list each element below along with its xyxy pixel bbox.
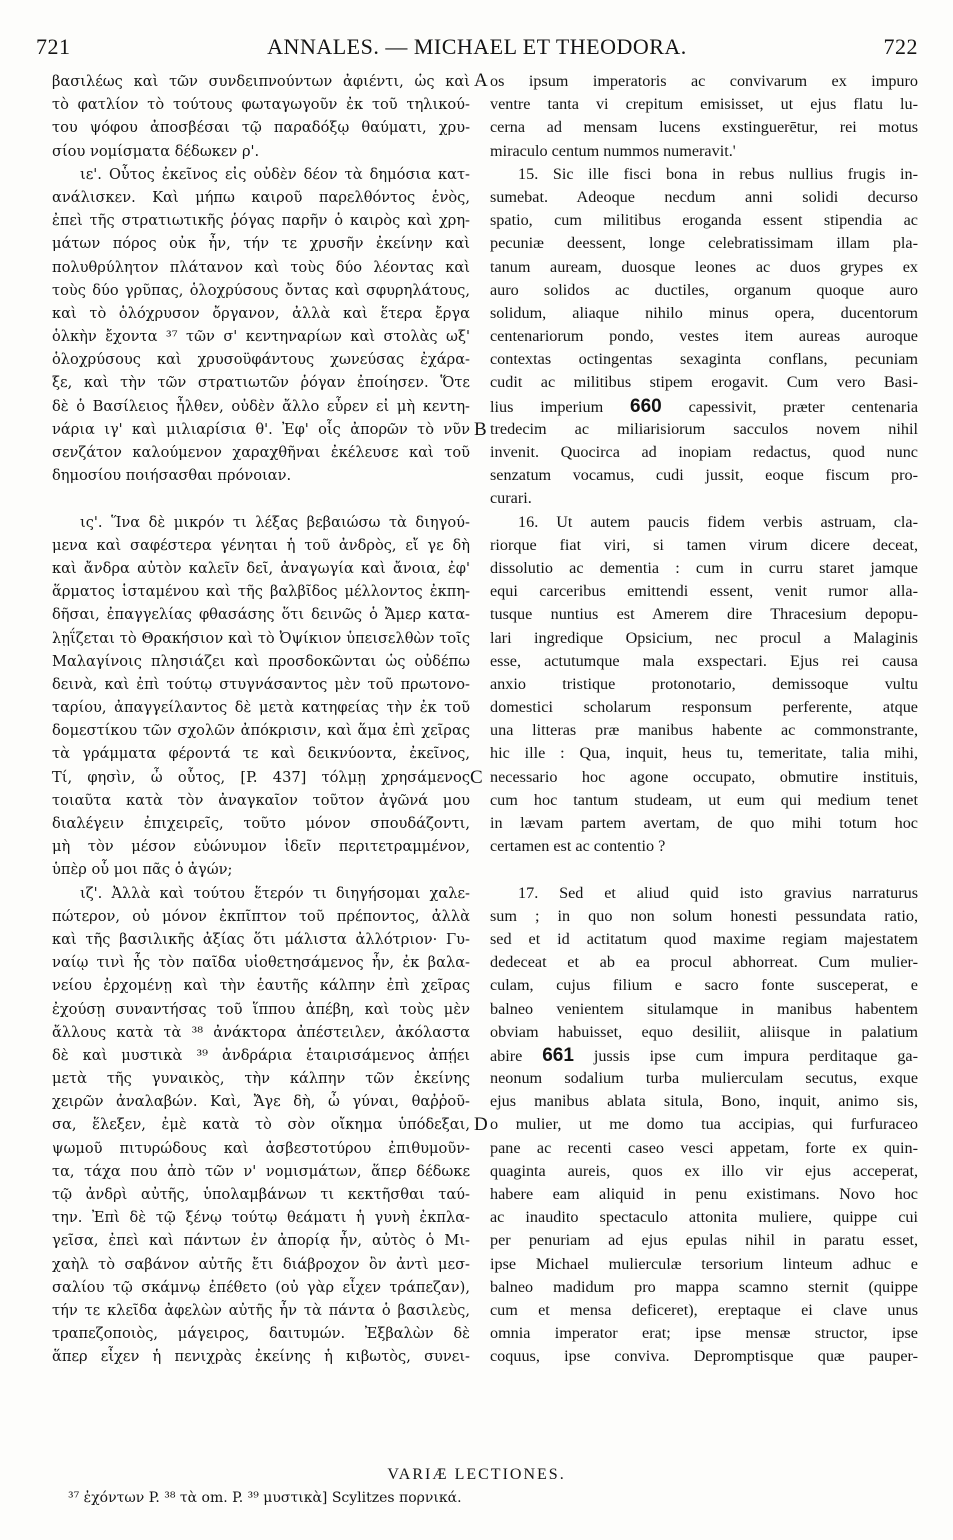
greek-text-line: σαλίου τῷ σκάμνῳ ἐπέθετο (οὐ γὰρ εἶχεν τράπεζαν), [52,1278,470,1296]
latin-text-line: cum et mensa deficeret), ereptaque ei clave unus [490,1300,918,1319]
latin-text-line: quaginta aureis, quos ex illo vir ejus acceperat, [490,1161,918,1180]
latin-text-line: cerna ad mensam lucens exstinguerētur, rei motus [490,118,918,137]
greek-text-line: καὶ ἄνδρα αὐτὸν καλεῖν δεῖ, ἀναγωγία καὶ ἄνοια, ἐφ' [52,559,470,577]
latin-text-line: balneo madidum pro mappa scamno sternit (quippe [490,1277,918,1296]
latin-text-line: senzatum vocamus, cudi jussit, eoque fiscum pro- [490,466,918,485]
greek-text-line: χειρῶν ἀναλαβών. Καὶ, Ἄγε δὴ, ὦ γύναι, θαῤῥοῦ- [52,1093,470,1111]
latin-text-line: pecuniæ deessent, longe celebratissimam illam pla- [490,234,918,253]
greek-text-line: τήν τε κλεῖδα ἀφελὼν αὐτῆς ἦν τὰ πάντα ὁ βασιλεὺς, [52,1301,470,1319]
greek-text-line: ἐχούσῃ συναντήσας τοῦ ἵππου ἀπέβη, καὶ τοὺς μὲν [52,1000,470,1018]
running-title: ANNALES. — MICHAEL ET THEODORA. [267,34,687,59]
greek-text-line: μάτων πόρος οὐκ ἦν, τήν τε χρυσῆν ἐκείνην καὶ [52,235,470,253]
greek-text-line: τῷ ἀνδρὶ αὐτῆς, ὑπολαμβάνων τι κεκτῆσθαι ταύ- [52,1186,470,1203]
latin-text-line: coquus, ipse conviva. Depromptisque quæ pauper- [490,1347,918,1366]
greek-text-line: δομεστίκου τῶν σχολῶν ἀπόκρισιν, καὶ ἅμα ἐπὶ χεῖρας [52,722,470,740]
margin-letter-b: B [474,419,487,440]
latin-text-line: una litteras præ manibus habente ac commonstrante, [490,721,918,740]
latin-text-line: certamen est ac contentio ? [490,837,666,856]
greek-text-line: Μαλαγίνοις πλησιάζει καὶ προσδοκῶνται ὡς οὐδέπω [52,652,470,670]
greek-text-line: δὲ ὁ Βασίλειος ἦλθεν, οὐδὲν ἄλλο εὗρεν εἰ μὴ κεντη- [52,397,470,415]
greek-text-line: ανάλισκεν. Καὶ μήπω καιροῦ παρελθόντος ἑνὸς, [52,188,470,206]
greek-text-line: τοὺς δύο γρῦπας, ὁλοχρύσους ὄντας καὶ σφυρηλάτους, [52,281,470,299]
greek-text-line: δῆσαι, ἐπαγγελίας φθασάσης ὅτι δεινῶς ὁ Ἄμερ κατα- [52,606,470,624]
latin-text-line: curari. [490,489,532,508]
greek-text-line: σενζάτον καλούμενον χαραχθῆναι ἐκέλευσε καὶ τοῦ [52,444,470,461]
latin-text-line: 17. Sed et aliud quid isto gravius narraturus [518,883,918,902]
latin-text-line: ipse Michael mulierculæ tersorium linteum adhuc e [490,1254,918,1273]
latin-text-line: cum hoc tantum studeam, ut eum qui medium tenet [490,790,918,809]
greek-text-column [52,70,470,1369]
greek-text-line: ἅπερ εἶχεν ἡ πενιχρὰς ἐκείνης ἡ κιβωτὸς, συνει- [52,1348,470,1366]
page-marker: 660 [630,395,662,417]
latin-text-line: abire 661 jussis ipse cum impura perditaque ga- [490,1044,918,1066]
variae-lectiones-title: VARIÆ LECTIONES. [387,1466,566,1483]
greek-text-line: σίου νομίσματα δέδωκεν ρ'. [52,142,260,160]
greek-text-line: τὰ γράμματα φέροντά τε καὶ δεικνύοντα, ἐκεῖνος, [52,745,470,763]
latin-text-column [490,70,918,1369]
latin-text-line: per penuriam ad ejus epulas nihil in paratu esset, [490,1231,918,1250]
greek-text-line: Τί, φησὶν, ὦ οὗτος, [P. 437] τόλμῃ χρησάμενος [52,768,470,786]
latin-text-line: neonum sodalium turba mulierculam secutus, exque [490,1069,918,1088]
latin-text-line: in lævam partem avertam, de quo mihi totum hoc [490,814,918,832]
latin-text-line: hic ille : Qua, inquit, heus tu, temeritate, talia mihi, [490,744,918,763]
greek-text-line: ὁλοχρύσους καὶ χρυσοϋφάντους χωνεύσας ἐχάρα- [52,351,470,369]
latin-text-line: tusque nuntius est Amerem dire Thracesium depopu- [490,605,918,624]
latin-text-line: 15. Sic ille fisci bona in rebus nullius frugis in- [518,164,918,183]
page-number-left: 721 [36,34,71,59]
greek-text-line: τα, τάχα που ἀπὸ τῶν ν' νομισμάτων, ἅπερ δέδωκε [52,1162,470,1180]
latin-text-line: equi carceribus emittendi essent, venit rumor alla- [490,582,918,601]
latin-text-line: cudit ac militibus stipem erogavit. Cum vero Basi- [490,373,918,392]
latin-text-line: anxio tristique protonotario, demissoque vultu [490,674,918,693]
latin-text-line: dissolutio ac dementia : cum in curru staret jamque [490,558,918,577]
greek-text-line: μετὰ τῆς γυναικὸς, τὴν κάλπην τῶν ἐκείνης [52,1070,470,1088]
greek-text-line: ις'. Ἵνα δὲ μικρόν τι λέξας βεβαιώσω τὰ διηγού- [80,513,470,531]
latin-text-line: centenariorum pondo, vestes item aureas auroque [490,327,918,346]
latin-text-line: obviam habuisset, equo desiliit, aliisque in palatium [490,1022,918,1041]
latin-text-line: invenit. Quocirca ad inopiam redactus, quod nunc [490,443,918,461]
latin-text-line: os ipsum imperatoris ac convivarum ex impuro [490,72,918,90]
greek-text-line: ιε'. Οὗτος ἐκεῖνος εἰς οὐδὲν δέον τὰ δημόσια κατ- [80,165,470,183]
latin-text-line: sed et id actitatum quod maxime regiam majestatem [490,929,918,948]
greek-text-line: ψωμοῦ πιτυρώδους καὶ ἀσβεστοτύρου ἐπιθυμοῦν- [52,1139,470,1157]
latin-text-line: miraculo centum nummos numeravit.' [490,141,736,160]
greek-text-line: καὶ τὸ ὁλόχρυσον ὄργανον, ἀλλὰ καὶ ἕτερα ἔργα [52,304,470,322]
latin-text-line: ejus manibus ablata situla, Bono, inquit, animo sis, [490,1092,918,1111]
latin-text-line: contextas octingentas sexaginta conflans, pecuniam [490,350,918,369]
margin-letter-a: A [474,70,488,91]
latin-text-line: pane ac recenti caseo vesci appetam, forte ex quin- [490,1138,918,1157]
latin-text-line: spatio, cum militibus eroganda essent stipendia ac [490,211,918,230]
greek-text-line: δὲ καὶ μυστικὰ ³⁹ ἀνδράρια ἑταιρισάμενος ἀπῄει [52,1046,470,1064]
greek-text-line: τὸ φατλίον τὸ τούτους φωταγωγοῦν ἐκ τοῦ τηλικού- [52,96,470,114]
greek-text-line: μὴ τὸν μέσον εὐώνυμον ἰδεῖν περιτετραμμένον, [52,838,470,856]
latin-text-line: lius imperium 660 capessivit, præter centenaria [490,395,918,417]
greek-text-line: την. Ἐπὶ δὲ τῷ ξένῳ τούτῳ θεάματι ἡ γυνὴ ἐκπλα- [52,1209,470,1227]
latin-text-line: necessario hoc agone occupato, obmutire instituis, [490,767,918,786]
latin-text-line: esse, actutumque mala exspectari. Ejus rei causa [490,651,918,670]
greek-text-line: ὑπὲρ οὗ μοι πᾶς ὁ ἀγών; [52,861,233,879]
margin-letter-d: D [474,1114,488,1135]
greek-text-line: ὁλκὴν ἔχοντα ³⁷ τῶν σ' κεντηναρίων καὶ στολὰς ωξ' [52,328,470,346]
greek-text-line: καὶ τῆς βασιλικῆς ἀξίας ὅτι μάλιστα ἀλλότριον· Γυ- [52,930,470,948]
latin-text-line: omnia imperator erat; ipse mensæ structor, ipse [490,1324,918,1343]
greek-text-line: ἄλλους κατὰ τὰ ³⁸ ἀνάκτορα ἀπέστειλεν, ἀκόλαστα [52,1023,470,1041]
greek-text-line: δημοσίου ποιήσασθαι πρόνοιαν. [52,467,292,485]
greek-text-line: λῃΐζεται τὸ Θρακήσιον καὶ τὸ Ὀψίκιον ὑπεισελθὼν τοῖς [52,629,470,647]
greek-text-line: ἐπεὶ τῆς στρατιωτικῆς ῥόγας παρῆν ὁ καιρὸς καὶ χρη- [52,212,470,230]
greek-text-line: δεινὰ, καὶ ἐπὶ τούτῳ στυγνάσαντος μὲν τοῦ πρωτονο- [52,675,470,693]
latin-text-line: tredecim ac miliarisiorum sacculos novem nihil [490,419,918,438]
latin-text-line: sumebat. Adeoque necdum anni solidi decurso [490,187,918,206]
greek-text-line: σα, ἕλεξεν, ἐμὲ κατὰ τὸ σὸν οἴκημα ὑπόδεξαι, [52,1116,470,1134]
greek-text-line: τραπεζοποιὸς, μάγειρος, δαιτυμών. Ἐξβαλὼν δὲ [52,1325,470,1343]
greek-text-line: ξε, καὶ τὴν τῶν στρατιωτῶν ῥόγαν ἐποίησεν. Ὅτε [52,374,470,392]
greek-text-line: ναίῳ τινὶ ἧς τὸν παῖδα υἱοθετησάμενος ἦν, ἐκ βαλα- [52,954,470,972]
greek-text-line: ἅρματος ἱσταμένου καὶ τῆς βαλβῖδος μέλλοντος ἐκπη- [52,583,470,601]
greek-text-line: μενα καὶ σαφέστερα γένηται ἡ τοῦ ἀνδρὸς, εἴ γε δὴ [52,536,470,554]
latin-text-line: o mulier, ut me domo tua accipias, qui furfuraceo [490,1115,918,1134]
latin-text-line: riorque fiat viri, si tamen virum dicere deceat, [490,535,918,554]
latin-text-line: lari ingredique Opsicium, nec procul a Malaginis [490,628,918,647]
running-header [36,34,918,62]
greek-text-line: διαλέγειν ἐπιχειρεῖς, τοῦτο μόνον σπουδάζοντι, [52,815,470,832]
latin-text-line: culam, cujus filium e sacro fonte susceperat, e [490,976,918,995]
greek-text-line: χαὴλ τὸ σαβάνον αὐτῆς ἔτι διάβροχον ὂν ἀντὶ μεσ- [52,1255,470,1273]
latin-text-line: tanum auream, duosque leones ac duos grypes ex [490,257,918,276]
latin-text-line: dedeceat et ab ea procul abhorreat. Cum mulier- [490,953,918,972]
latin-text-line: domestici scholarum responsum perferente, atque [490,698,918,717]
page-marker: 661 [542,1044,574,1066]
latin-text-line: solidum, aliaque nihilo minus opera, ducentorum [490,303,918,322]
page-number-right: 722 [883,34,918,59]
latin-text-line: sum ; in quo non solum honesti pessundata ratio, [490,906,918,925]
greek-text-line: ιζ'. Ἀλλὰ καὶ τούτου ἕτερόν τι διηγήσομαι χαλε- [80,884,470,902]
latin-text-line: 16. Ut autem paucis fidem verbis astruam, cla- [518,512,918,531]
greek-text-line: του ψόφου ἀποσβέσαι τῷ παραδόξῳ θαύματι, χρυ- [52,119,470,137]
greek-text-line: γεῖσα, ἐπεὶ καὶ πάντων ἐν ἀπορίᾳ ἦν, αὐτὸς ὁ Μι- [52,1232,470,1250]
paragraph-gap [52,487,470,510]
latin-text-line: ac inaudito spectaculo attonita muliere, quippe cui [490,1208,918,1227]
latin-text-line: balneo venientem situlamque in manibus habentem [490,999,918,1018]
greek-text-line: πώτερον, οὐ μόνον ἐκπῖπτον τοῦ πρέποντος, ἀλλὰ [52,907,470,925]
latin-text-line: ventre tanta vi crepitum emisisset, ut ejus flatu lu- [490,95,918,114]
latin-text-line: habere eam aliquid in penu existimans. Novo hoc [490,1185,918,1203]
margin-letter-c: C [470,767,483,788]
greek-text-line: νείου ἐρχομένῃ καὶ τὴν ἑαυτῆς κάλπην ἐπὶ χεῖρας [52,977,470,995]
greek-text-line: πολυθρύλητον πλάτανον καὶ τοὺς δύο λέοντας καὶ [52,258,470,276]
greek-text-line: βασιλέως καὶ τῶν συνδειπνούντων ἀφιέντι, ὡς καὶ [52,73,470,90]
greek-text-line: ταρίου, ἀπαγγείλαντος δὲ μετὰ κατηφείας τὴν ἐκ τοῦ [52,699,470,717]
paragraph-gap [490,858,918,881]
greek-text-line: νάρια ιγ' καὶ μιλιαρίσια θ'. Ἐφ' οἷς ἀπορῶν τὸ νῦν [52,420,470,438]
greek-text-line: τοιαῦτα κατὰ τὸν ἀναγκαῖον τοῦτον ἀγῶνά μου [52,791,470,809]
latin-text-line: auro solidos ac ductiles, organum quoque auro [490,280,918,299]
variae-lectiones-notes: ³⁷ ἐχόντων P. ³⁸ τὰ om. P. ³⁹ μυστικὰ] Scylitzes πορνικά. [68,1490,462,1506]
